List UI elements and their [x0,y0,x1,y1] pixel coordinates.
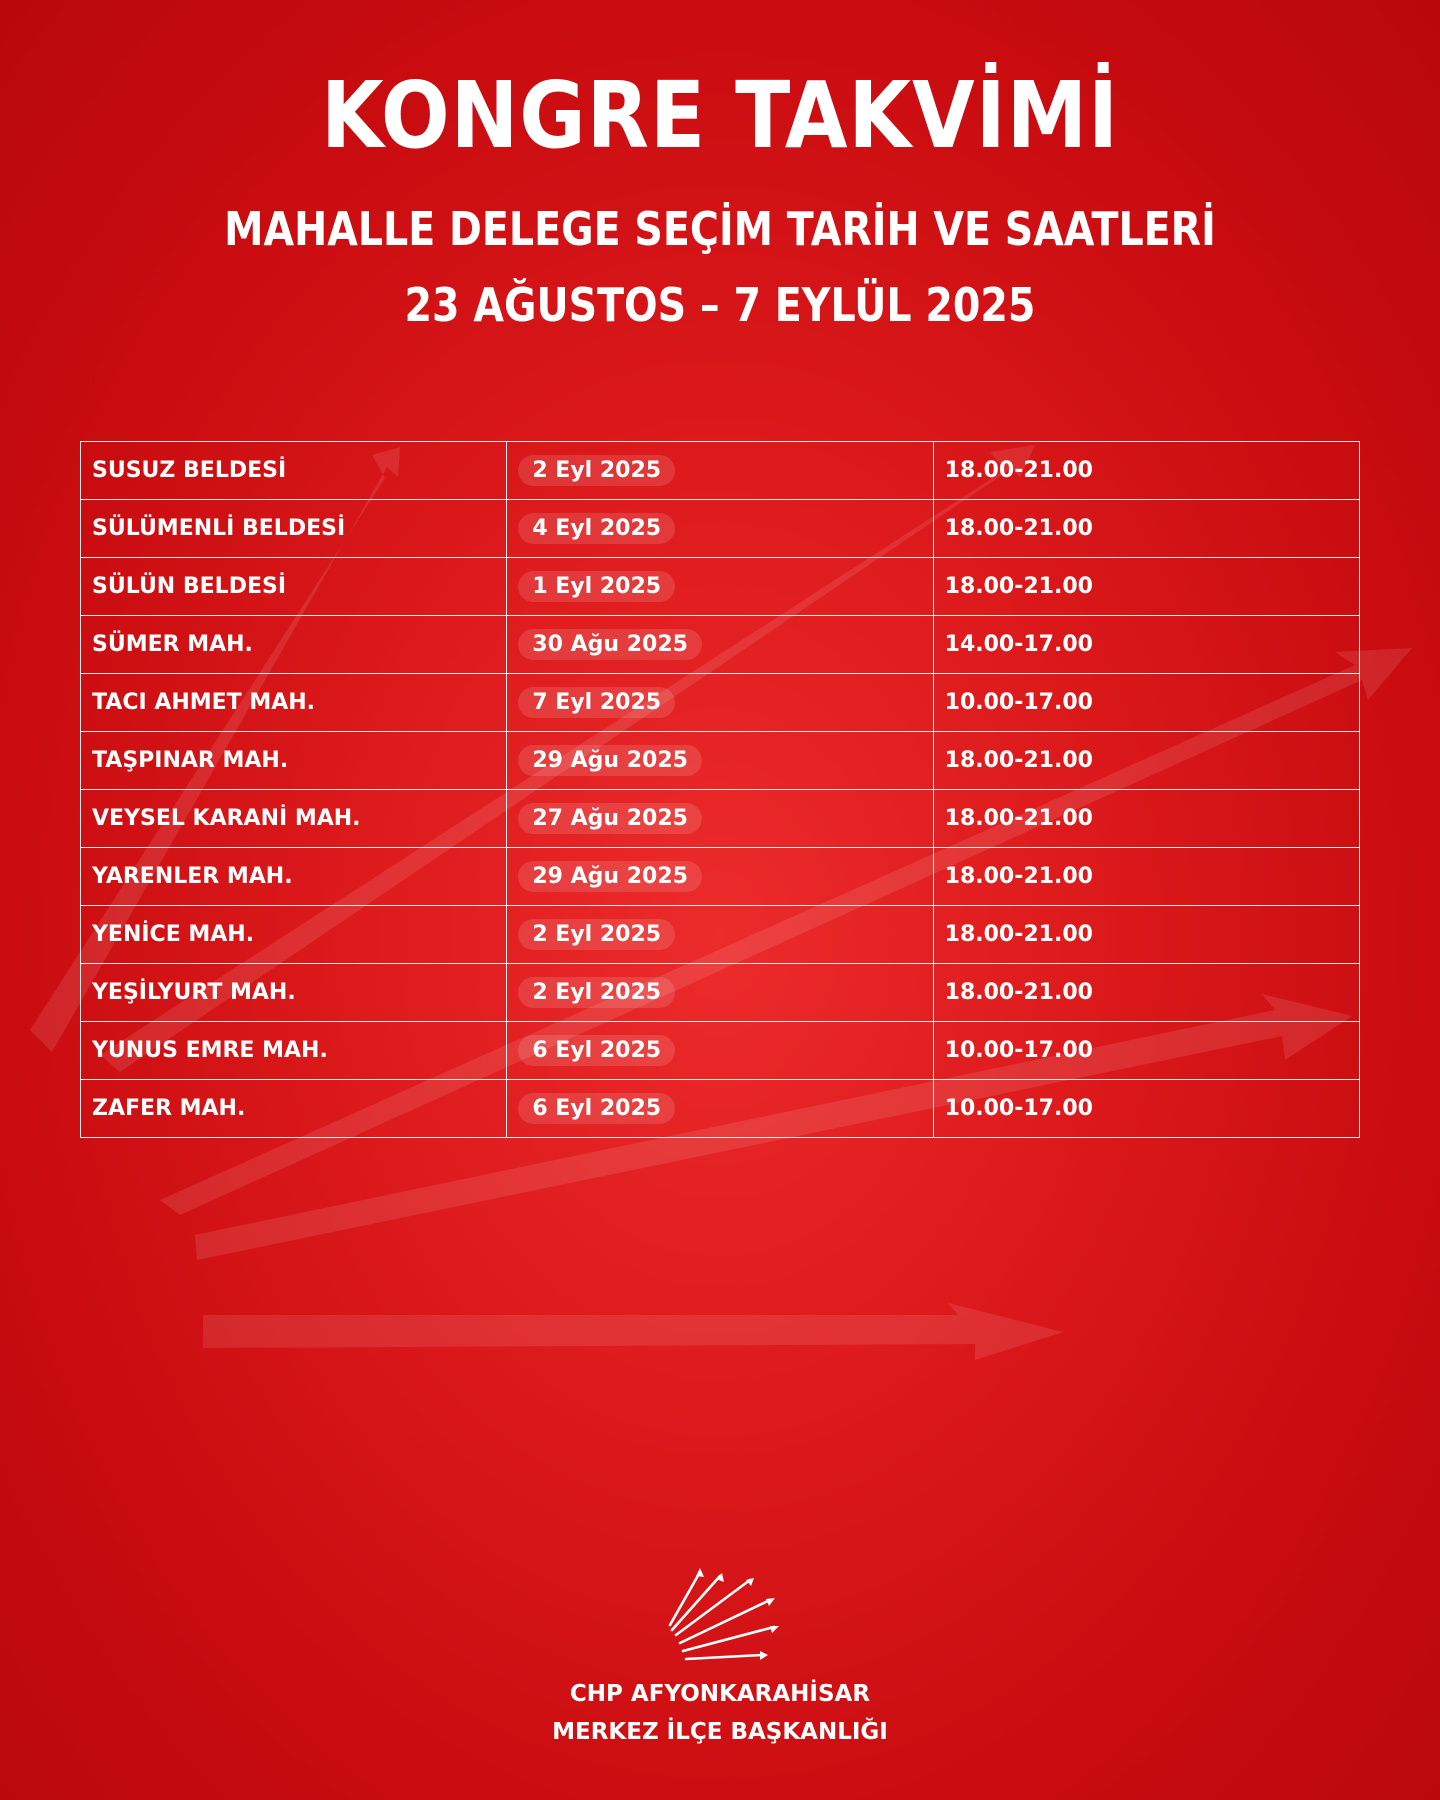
location-cell: SÜLÜN BELDESİ [81,558,507,616]
time-cell: 18.00-21.00 [933,732,1359,790]
date-cell [507,616,933,674]
table-row [81,906,1360,964]
table-row [81,442,1360,500]
table-row [81,500,1360,558]
date-cell [507,790,933,848]
schedule-table [80,441,1360,1138]
table-row [81,1080,1360,1138]
footer [0,1565,1440,1744]
table-row [81,848,1360,906]
time-cell: 10.00-17.00 [933,1080,1359,1138]
date-label: 2 Eyl 2025 [518,919,675,950]
table-row [81,964,1360,1022]
time-cell: 10.00-17.00 [933,1022,1359,1080]
time-cell: 18.00-21.00 [933,790,1359,848]
page-title: KONGRE TAKVİMİ [320,62,1120,169]
time-cell: 18.00-21.00 [933,558,1359,616]
date-label: 2 Eyl 2025 [518,455,675,486]
date-cell [507,848,933,906]
page-subtitle: MAHALLE DELEGE SEÇİM TARİH VE SAATLERİ [224,202,1216,256]
location-cell: YUNUS EMRE MAH. [81,1022,507,1080]
date-label: 6 Eyl 2025 [518,1035,675,1066]
location-cell: ZAFER MAH. [81,1080,507,1138]
time-cell: 18.00-21.00 [933,500,1359,558]
time-cell: 18.00-21.00 [933,964,1359,1022]
table-row [81,1022,1360,1080]
time-cell: 18.00-21.00 [933,442,1359,500]
location-cell: SÜLÜMENLİ BELDESİ [81,500,507,558]
date-cell [507,500,933,558]
location-cell: TACI AHMET MAH. [81,674,507,732]
location-cell: SUSUZ BELDESİ [81,442,507,500]
date-range: 23 AĞUSTOS – 7 EYLÜL 2025 [404,278,1036,332]
date-label: 6 Eyl 2025 [518,1093,675,1124]
table-row [81,674,1360,732]
date-label: 30 Ağu 2025 [518,629,702,660]
time-cell: 18.00-21.00 [933,906,1359,964]
location-cell: TAŞPINAR MAH. [81,732,507,790]
date-label: 1 Eyl 2025 [518,571,675,602]
date-label: 7 Eyl 2025 [518,687,675,718]
date-cell [507,732,933,790]
date-label: 2 Eyl 2025 [518,977,675,1008]
date-cell [507,1022,933,1080]
date-cell [507,442,933,500]
time-cell: 14.00-17.00 [933,616,1359,674]
date-label: 4 Eyl 2025 [518,513,675,544]
table-row [81,616,1360,674]
table-row [81,790,1360,848]
location-cell: YENİCE MAH. [81,906,507,964]
date-cell [507,964,933,1022]
table-row [81,732,1360,790]
date-label: 27 Ağu 2025 [518,803,702,834]
six-arrows-logo-icon [650,1565,790,1665]
location-cell: YARENLER MAH. [81,848,507,906]
date-cell [507,558,933,616]
footer-organization: CHP AFYONKARAHİSAR [569,1681,871,1707]
location-cell: SÜMER MAH. [81,616,507,674]
time-cell: 18.00-21.00 [933,848,1359,906]
date-cell [507,1080,933,1138]
date-cell [507,906,933,964]
date-label: 29 Ağu 2025 [518,745,702,776]
date-label: 29 Ağu 2025 [518,861,702,892]
schedule-table-body [81,442,1360,1138]
footer-department: MERKEZ İLÇE BAŞKANLIĞI [552,1719,888,1745]
header [0,62,1440,332]
table-row [81,558,1360,616]
location-cell: YEŞİLYURT MAH. [81,964,507,1022]
location-cell: VEYSEL KARANİ MAH. [81,790,507,848]
date-cell [507,674,933,732]
time-cell: 10.00-17.00 [933,674,1359,732]
